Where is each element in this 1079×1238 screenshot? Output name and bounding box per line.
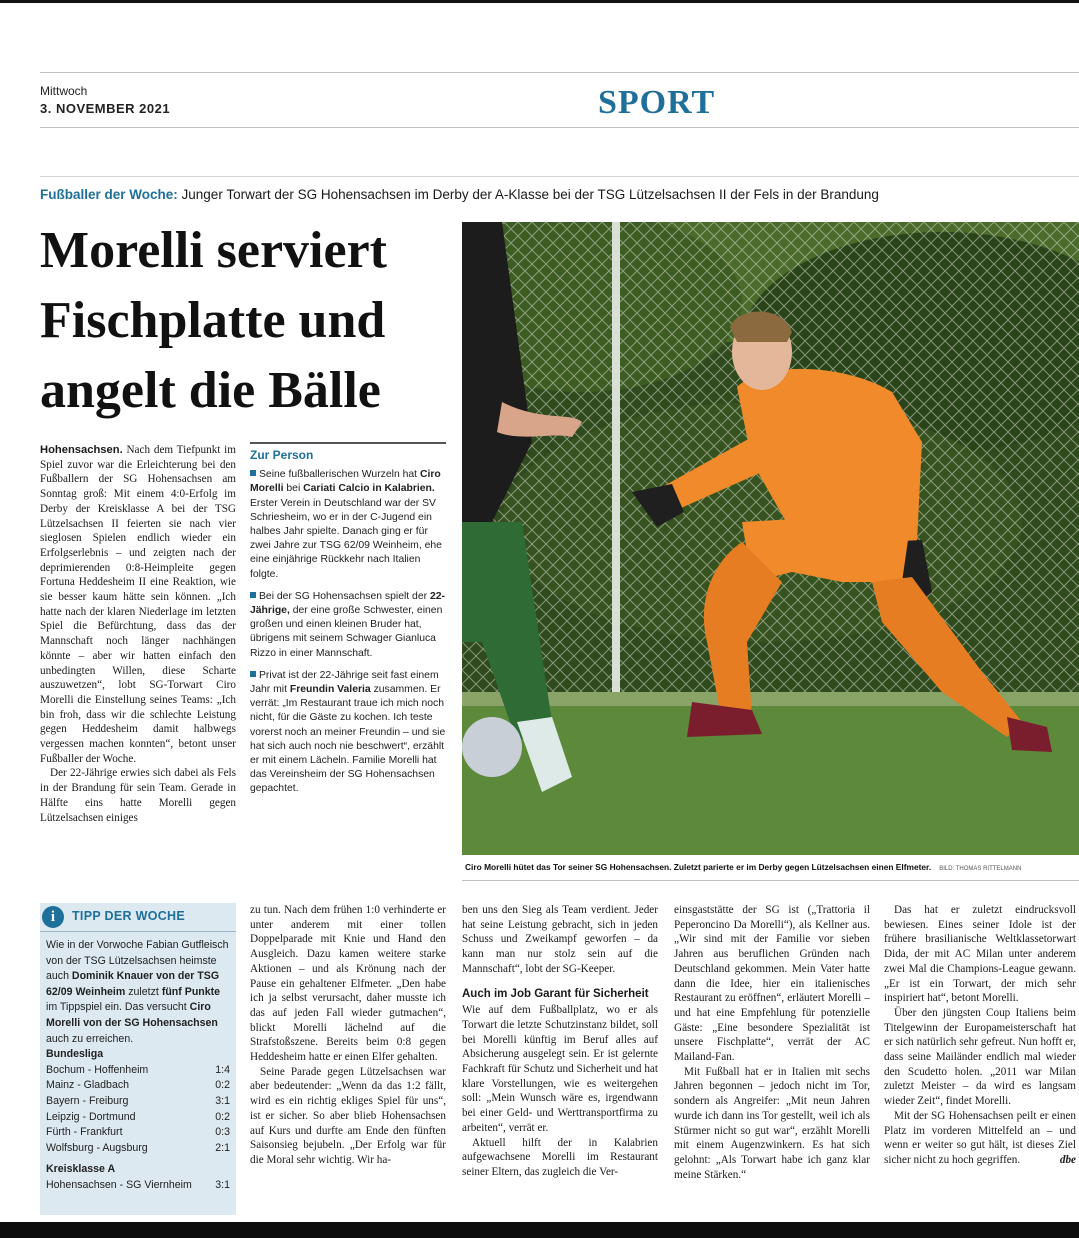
top-border <box>0 0 1079 3</box>
paragraph: Wie auf dem Fußballplatz, wo er als Torwart die letzte Schutzinstanz bildet, soll bei Morelli künftig im Beruf alles auf Absicherung ausgelegt sein. Er ist gelernte Fachkraft für Schutz und Sicherheit und hat klare Vorstellungen, wie es weitergehen soll: „Mein Wunsch wäre es, irgendwann bei einer Geld- und Werttransportfirma zu arbeiten“, verrät er. <box>462 1004 658 1134</box>
subheading: Auch im Job Garant für Sicherheit <box>462 987 649 1000</box>
paragraph: Mit der SG Hohensachsen peilt er einen Platz im vorderen Mittelfeld an – und wenn er weiter so gut hält, ist dieses Ziel sicher nicht zu hoch gegriffen. dbe <box>884 1109 1076 1166</box>
box-paragraph: Privat ist der 22-Jährige seit fast einem Jahr mit Freundin Valeria zusammen. Er verrät: „Im Restaurant traue ich mich noch nicht, für die Gäste zu kochen. Ich teste vorerst noch an meiner Freundin – und sie hat sich auch noch nie beschwert“, erzählt er mit einem Lächeln. Familie Morelli hat das Vereinsheim der SG Hohensachsen gepachtet. <box>250 669 446 795</box>
kicker-label: Fußballer der Woche: <box>40 187 178 202</box>
box-title: Zur Person <box>250 448 314 462</box>
tip-row: Leipzig - Dortmund 0:2 <box>46 1110 230 1123</box>
paragraph: ben uns den Sieg als Team verdient. Jeder hat seine Leistung gebracht, sich in jeden Schuss und Zweikampf geworfen – da kann man nur stolz sein auf die Mannschaft“, lobt der SG-Keeper. <box>462 904 658 975</box>
paragraph: einsgaststätte der SG ist („Trattoria il Peperoncino Da Morelli“), als Kellner aus. „Wir sind mit der Familie vor sieben Jahren aus beruflichen Gründen nach Deutschland gekommen. Mein Vater hatte dann die Idee, hier ein italienisches Restaurant zu eröffnen“, erläutert Morelli – und hat eine Empfehlung für potenzielle Gäste: „Eine besondere Spezialität ist unsere Fischplatte“, verrät der AC Mailand-Fan. <box>674 904 870 1064</box>
photo-illustration <box>462 222 1079 855</box>
article-column-1 <box>40 443 236 825</box>
box-paragraph: Seine fußballerischen Wurzeln hat Ciro Morelli bei Cariati Calcio in Kalabrien. Erster Verein in Deutschland war der SV Schriesheim, wo er in der C-Jugend ein halbes Jahr spielte. Danach ging er für zwei Jahre zur TSG 62/09 Weinheim, ehe eine einjährige Rückkehr nach Italien folgte. <box>250 469 442 580</box>
paragraph: Der 22-Jährige erwies sich dabei als Fels in der Brandung für sein Team. Gerade in Hälfte eins hatte Morelli gegen Lützelsachsen einiges <box>40 767 236 824</box>
masthead-rule-bottom <box>40 127 1079 128</box>
kicker-rule <box>40 176 1079 177</box>
dateline: Hohensachsen. <box>40 444 123 456</box>
goalkeeper-photo <box>462 222 1079 855</box>
kicker <box>40 187 879 202</box>
tip-row: Mainz - Gladbach 0:2 <box>46 1079 230 1092</box>
tip-intro: Wie in der Vorwoche Fabian Gutfleisch von der TSG Lützelsachsen heimste auch Dominik Knauer von der TSG 62/09 Weinheim zuletzt fünf Punkte im Tippspiel ein. Das versucht Ciro Morelli von der SG Hohensachsen auch zu erreichen. <box>46 939 229 1045</box>
tip-header <box>40 903 236 932</box>
box-rule <box>250 442 446 444</box>
article-column-3 <box>462 903 658 1180</box>
paragraph: Seine Parade gegen Lützelsachsen war aber bedeutender: „Wenn da das 1:2 fällt, wird es ein richtig ekliges Spiel für uns“, ist er sicher. So aber blieb Hohensachsen auf Kurs und durfte am Ende den fünften Saisonsieg bejubeln. „Der Erfolg war für die Moral sehr wichtig. Wir ha- <box>250 1065 446 1166</box>
section-title: SPORT <box>598 84 716 121</box>
bullet-square-icon <box>250 470 256 476</box>
tip-row: Bayern - Freiburg 3:1 <box>46 1094 230 1107</box>
article-column-4 <box>674 903 870 1182</box>
issue-date: 3. NOVEMBER 2021 <box>40 101 171 116</box>
league-title: Bundesliga <box>46 1048 104 1061</box>
tip-row: Wolfsburg - Augsburg 2:1 <box>46 1141 230 1154</box>
paragraph: Über den jüngsten Coup Italiens beim Titelgewinn der Europameisterschaft hat er sich natürlich sehr gefreut. Nun hofft er, dass seine Mailänder endlich mal wieder den Scudetto holen. „2011 war Milan zuletzt Meister – da wird es langsam wieder Zeit“, findet Morelli. <box>884 1006 1076 1108</box>
photo-caption <box>465 862 1079 872</box>
lead-paragraph: Nach dem Tiefpunkt im Spiel zuvor war die Erleichterung bei den Fußballern der SG Hohensachsen am Sonntag groß: Mit einem 4:0-Erfolg im Derby der Kreisklasse A bei der TSG Lützelsachsen II feierten sie nach vier sieglosen Spielen endlich wieder ein Erfolgserlebnis – und zeigten nach der deprimierenden 0:8-Heimpleite gegen Fortuna Heddesheim II eine Reaktion, wie sie besser kaum hätte sein können. „Ich hatte nach der klaren Niederlage im letzten Spiel die Befürchtung, dass das der Mannschaft noch länger nachhängen könnte – aber wir hatten einfach den unbedingten Willen, diese Scharte auszuwetzen“, lobt SG-Torwart Ciro Morelli die Einstellung seines Teams: „Ich bin froh, dass wir die schlechte Leistung gegen Heddesheim damit halbwegs vergessen machen konnten“, betont unser Fußballer der Woche. <box>40 444 236 765</box>
zur-person-box <box>250 442 446 805</box>
info-icon: i <box>42 906 64 928</box>
paragraph: zu tun. Nach dem frühen 1:0 verhinderte er unter anderem mit einer tollen Doppelparade mit Knie und Hand den Ausgleich. Dazu kamen weitere starke Aktionen – und als Krönung nach der Pause ein gehaltener Elfmeter. „Den habe ich ja selbst verursacht, daher musste ich das auf jeden Fall wieder gutmachen“, blickt Morelli lächelnd auf die Strafstoßszene. Bereits beim 0:8 gegen Heddesheim hatte er einen Elfer gehalten. <box>250 904 446 1064</box>
tipp-der-woche-box <box>40 903 236 1215</box>
tip-title: TIPP DER WOCHE <box>72 909 186 924</box>
tip-row: Bochum - Hoffenheim 1:4 <box>46 1063 230 1076</box>
article-column-2 <box>250 903 446 1168</box>
caption-rule <box>462 880 1079 881</box>
bullet-square-icon <box>250 592 256 598</box>
article-column-5 <box>884 903 1076 1168</box>
tip-row: Fürth - Frankfurt 0:3 <box>46 1126 230 1139</box>
tip-body <box>40 932 236 1194</box>
issue-day: Mittwoch <box>40 84 88 98</box>
author-tag: dbe <box>1059 1153 1076 1166</box>
kicker-text: Junger Torwart der SG Hohensachsen im Derby der A-Klasse bei der TSG Lützelsachsen II der Fels in der Brandung <box>177 187 879 202</box>
masthead-rule-top <box>40 72 1079 73</box>
tip-row: Hohensachsen - SG Viernheim 3:1 <box>46 1178 230 1191</box>
paragraph: Aktuell hilft der in Kalabrien aufgewachsene Morelli im Restaurant seiner Eltern, das zugleich die Ver- <box>462 1136 658 1178</box>
league-title: Kreisklasse A <box>46 1163 116 1176</box>
bottom-border <box>0 1222 1079 1238</box>
headline: Morelli serviert Fischplatte und angelt die Bälle <box>40 222 387 419</box>
caption-text: Ciro Morelli hütet das Tor seiner SG Hohensachsen. Zuletzt parierte er im Derby gegen Lützelsachsen einen Elfmeter. <box>465 862 932 872</box>
box-paragraph: Bei der SG Hohensachsen spielt der 22-Jährige, der eine große Schwester, einen großen und einen kleinen Bruder hat, übrigens mit seinem Schwager Gianluca Rizzo in einer Mannschaft. <box>250 590 445 659</box>
paragraph: Mit Fußball hat er in Italien mit sechs Jahren begonnen – jedoch nicht im Tor, sondern als Angreifer: „Mit neun Jahren wurde ich dann ins Tor gestellt, weil ich als Stürmer nicht so gut war“, erzählt Morelli mit einem Augenzwinkern. Es hat sich gelohnt: „Als Torwart habe ich ganz klar meine Stärken.“ <box>674 1065 870 1181</box>
bullet-square-icon <box>250 671 256 677</box>
paragraph: Das hat er zuletzt eindrucksvoll bewiesen. Eines seiner Idole ist der frühere brasilianische Weltklassetorwart Dida, der mit AC Milan unter anderem zwei Mal die Champions-League gewann. „Er ist ein Torwart, der mich sehr inspiriert hat“, betont Morelli. <box>884 904 1076 1005</box>
photo-credit: BILD: THOMAS RITTELMANN <box>939 866 1022 872</box>
